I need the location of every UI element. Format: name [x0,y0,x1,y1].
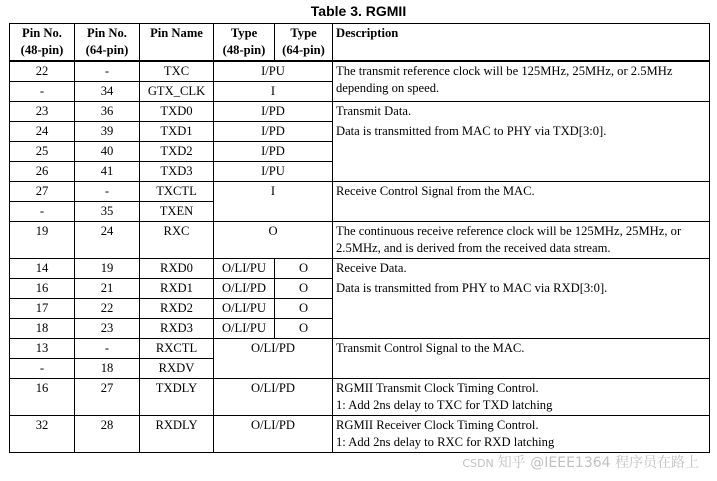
pin-name-cell: RXDV [140,359,214,379]
header-row [10,24,710,62]
table-row [10,222,710,259]
type-cell: I [214,82,333,102]
type-64-cell: O [275,299,333,319]
pin-64-cell: 41 [75,162,140,182]
pin-name-cell: TXC [140,61,214,82]
pin-64-cell: 19 [75,259,140,279]
table-title: Table 3. RGMII [310,3,407,19]
pin-48-cell: - [10,359,75,379]
pin-name-cell: TXD1 [140,122,214,142]
type-48-cell: O/LI/PU [214,319,275,339]
pin-64-cell: 35 [75,202,140,222]
type-64-cell: O [275,279,333,299]
type-cell: I/PD [214,122,333,142]
type-cell: I [214,182,333,222]
type-cell: O/LI/PD [214,379,333,416]
description-cell: The continuous receive reference clock will be 125MHz, 25MHz, or 2.5MHz, and is derived from the received data stream. [333,222,710,259]
type-cell: I/PD [214,142,333,162]
pin-48-cell: 18 [10,319,75,339]
pin-64-cell: - [75,339,140,359]
pin-name-cell: RXD2 [140,299,214,319]
pin-48-cell: 19 [10,222,75,259]
type-cell: I/PU [214,162,333,182]
pin-48-cell: - [10,82,75,102]
watermark: CSDN 知乎 @IEEE1364 程序员在路上 [462,455,699,471]
pin-48-cell: 24 [10,122,75,142]
type-cell: O [214,222,333,259]
pin-48-cell: 17 [10,299,75,319]
table-row [10,61,710,82]
type-cell: I/PD [214,102,333,122]
pin-name-cell: TXD2 [140,142,214,162]
table-row [10,416,710,453]
header-description: Description [333,24,710,62]
pin-name-cell: RXDLY [140,416,214,453]
pin-48-cell: 16 [10,379,75,416]
pin-48-cell: 14 [10,259,75,279]
table-row [10,259,710,279]
pin-64-cell: 23 [75,319,140,339]
pin-name-cell: RXC [140,222,214,259]
pin-name-cell: TXD0 [140,102,214,122]
header-pin-name: Pin Name [140,24,214,62]
pin-64-cell: 40 [75,142,140,162]
rgmii-table [9,23,710,453]
pin-64-cell: 28 [75,416,140,453]
pin-64-cell: 24 [75,222,140,259]
description-cell: Receive Control Signal from the MAC. [333,182,710,222]
pin-name-cell: TXDLY [140,379,214,416]
pin-64-cell: 21 [75,279,140,299]
description-cell: Receive Data. Data is transmitted from PHY to MAC via RXD[3:0]. [333,259,710,339]
table-row [10,182,710,202]
pin-48-cell: 27 [10,182,75,202]
pin-64-cell: 36 [75,102,140,122]
pin-48-cell: 22 [10,61,75,82]
pin-64-cell: 34 [75,82,140,102]
pin-64-cell: 18 [75,359,140,379]
type-48-cell: O/LI/PD [214,279,275,299]
pin-name-cell: TXD3 [140,162,214,182]
pin-name-cell: RXD0 [140,259,214,279]
pin-48-cell: 25 [10,142,75,162]
pin-name-cell: TXEN [140,202,214,222]
type-48-cell: O/LI/PU [214,259,275,279]
description-cell: RGMII Receiver Clock Timing Control. 1: Add 2ns delay to RXC for RXD latching [333,416,710,453]
pin-name-cell: RXD1 [140,279,214,299]
description-cell: The transmit reference clock will be 125MHz, 25MHz, or 2.5MHz depending on speed. [333,61,710,102]
pin-48-cell: 23 [10,102,75,122]
pin-48-cell: 16 [10,279,75,299]
type-64-cell: O [275,319,333,339]
header-pin-48: Pin No. (48-pin) [10,24,75,62]
type-cell: O/LI/PD [214,339,333,379]
header-type-64: Type (64-pin) [275,24,333,62]
description-cell: Transmit Control Signal to the MAC. [333,339,710,379]
pin-name-cell: TXCTL [140,182,214,202]
pin-name-cell: RXD3 [140,319,214,339]
pin-64-cell: - [75,182,140,202]
pin-48-cell: - [10,202,75,222]
description-cell: RGMII Transmit Clock Timing Control. 1: Add 2ns delay to TXC for TXD latching [333,379,710,416]
type-64-cell: O [275,259,333,279]
pin-name-cell: RXCTL [140,339,214,359]
pin-48-cell: 26 [10,162,75,182]
pin-48-cell: 13 [10,339,75,359]
header-type-48: Type (48-pin) [214,24,275,62]
pin-48-cell: 32 [10,416,75,453]
table-row [10,102,710,122]
pin-64-cell: - [75,61,140,82]
pin-name-cell: GTX_CLK [140,82,214,102]
pin-64-cell: 39 [75,122,140,142]
header-pin-64: Pin No. (64-pin) [75,24,140,62]
table-row [10,379,710,416]
pin-64-cell: 27 [75,379,140,416]
type-cell: I/PU [214,61,333,82]
table-row [10,339,710,359]
description-cell: Transmit Data. Data is transmitted from MAC to PHY via TXD[3:0]. [333,102,710,182]
pin-64-cell: 22 [75,299,140,319]
type-48-cell: O/LI/PU [214,299,275,319]
type-cell: O/LI/PD [214,416,333,453]
